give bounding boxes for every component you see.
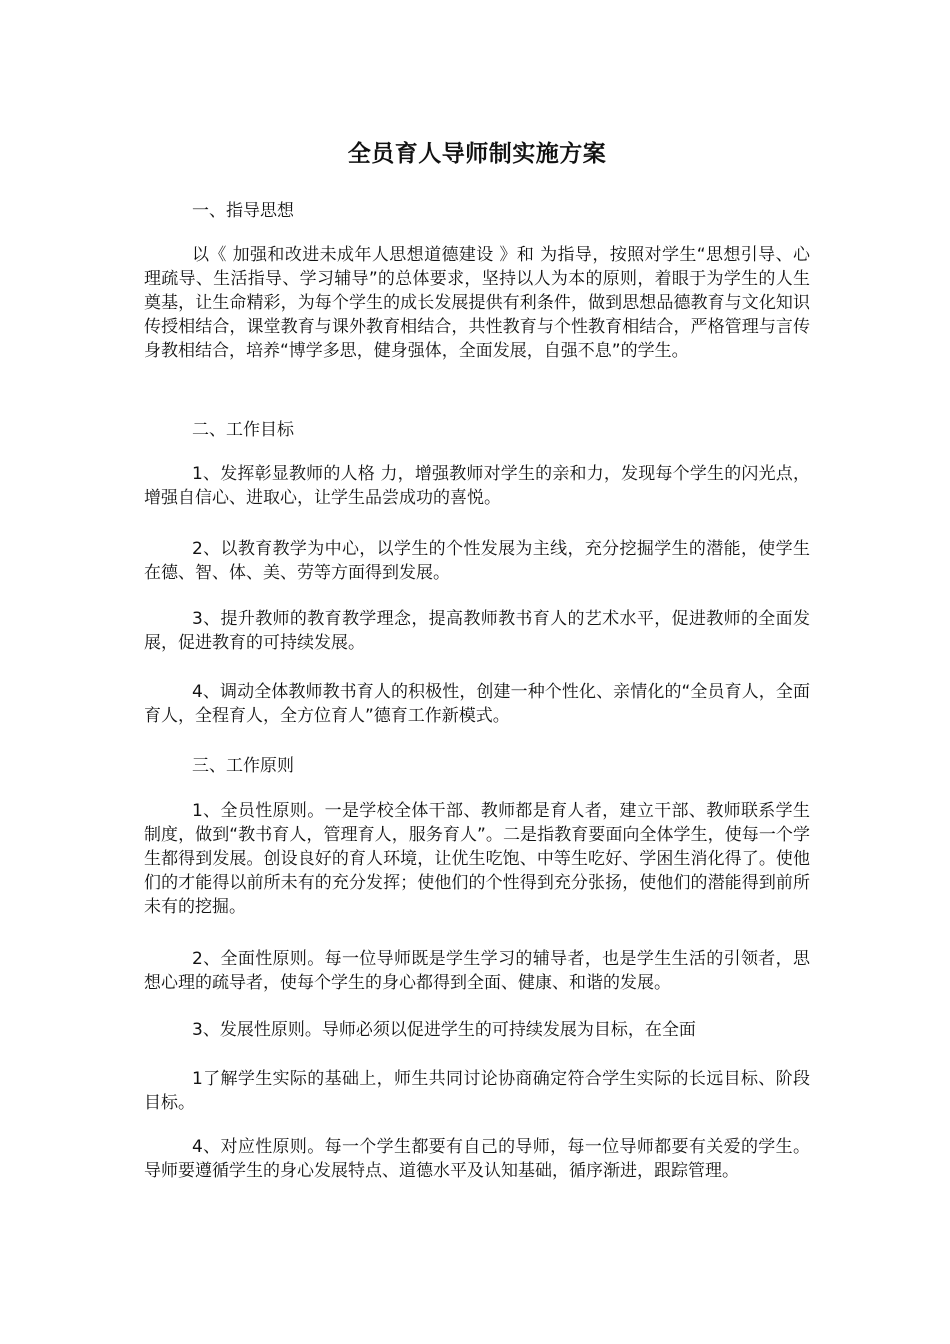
paragraph-principle-3-continued: 1了解学生实际的基础上，师生共同讨论协商确定符合学生实际的长远目标、阶段目标。 (144, 1069, 810, 1113)
section-heading-work-goals: 二、工作目标 (192, 420, 294, 440)
document-title: 全员育人导师制实施方案 (347, 141, 607, 167)
paragraph-goal-2: 2、以教育教学为中心，以学生的个性发展为主线，充分挖掘学生的潜能，使学生在德、智、体、美、劳等方面得到发展。 (144, 539, 810, 583)
section-heading-guiding-ideology: 一、指导思想 (192, 201, 294, 221)
paragraph-goal-4: 4、调动全体教师教书育人的积极性，创建一种个性化、亲情化的“全员育人，全面育人，全程育人，全方位育人”德育工作新模式。 (144, 682, 810, 726)
paragraph-principle-4: 4、对应性原则。每一个学生都要有自己的导师，每一位导师都要有关爱的学生。导师要遵循学生的身心发展特点、道德水平及认知基础，循序渐进，跟踪管理。 (144, 1137, 810, 1181)
paragraph-principle-3: 3、发展性原则。导师必须以促进学生的可持续发展为目标，在全面 (192, 1020, 696, 1040)
paragraph-goal-3: 3、提升教师的教育教学理念，提高教师教书育人的艺术水平，促进教师的全面发展，促进教育的可持续发展。 (144, 609, 810, 653)
paragraph-goal-1: 1、发挥彰显教师的人格 力，增强教师对学生的亲和力，发现每个学生的闪光点，增强自信心、进取心，让学生品尝成功的喜悦。 (144, 464, 810, 508)
paragraph-guiding-ideology: 以《 加强和改进未成年人思想道德建设 》和 为指导，按照对学生“思想引导、心理疏导、生活指导、学习辅导”的总体要求，坚持以人为本的原则，着眼于为学生的人生奠基，让生命精彩，为每个学生的成长发展提供有利条件，做到思想品德教育与文化知识传授相结合，课堂教育与课外教育相结合，共性教育与个性教育相结合，严格管理与言传身教相结合，培养“博学多思，健身强体，全面发展，自强不息”的学生。 (144, 245, 810, 361)
paragraph-principle-1: 1、全员性原则。一是学校全体干部、教师都是育人者，建立干部、教师联系学生制度，做到“教书育人，管理育人，服务育人”。二是指教育要面向全体学生，使每一个学生都得到发展。创设良好的育人环境，让优生吃饱、中等生吃好、学困生消化得了。使他们的才能得以前所未有的充分发挥；使他们的个性得到充分张扬，使他们的潜能得到前所未有的挖掘。 (144, 801, 810, 917)
paragraph-principle-2: 2、全面性原则。每一位导师既是学生学习的辅导者，也是学生生活的引领者，思想心理的疏导者，使每个学生的身心都得到全面、健康、和谐的发展。 (144, 949, 810, 993)
section-heading-work-principles: 三、工作原则 (192, 756, 294, 776)
